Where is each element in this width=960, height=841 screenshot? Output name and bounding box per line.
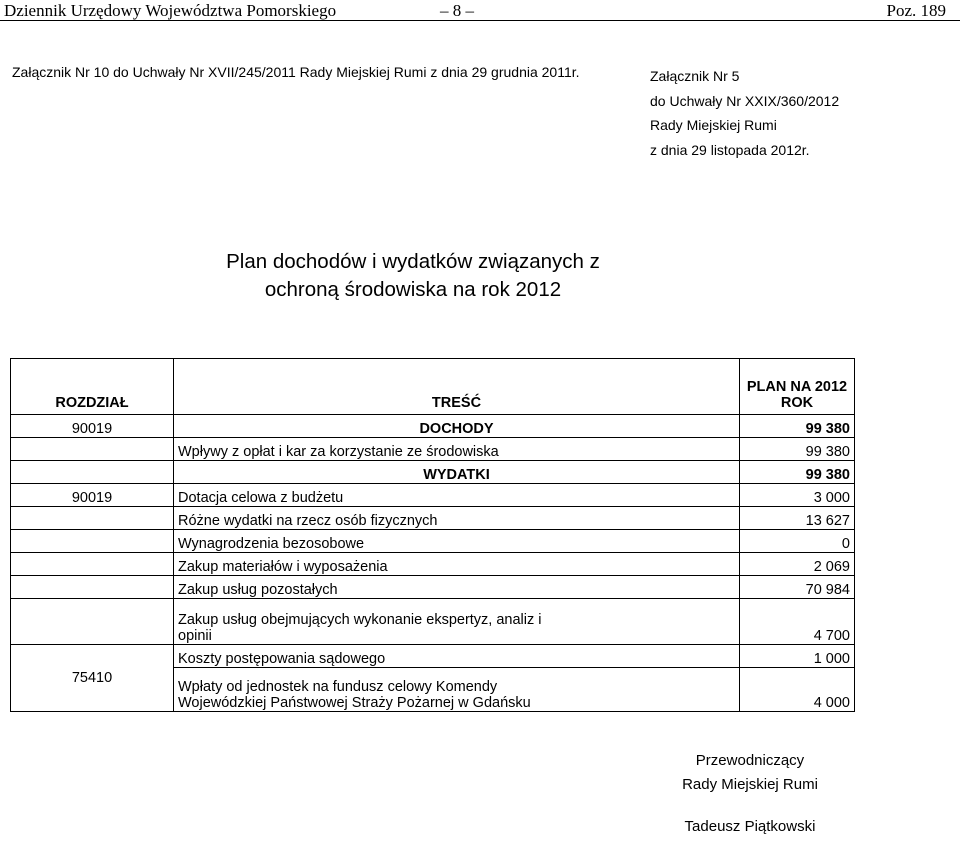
cell-tresc: Zakup usług pozostałych (174, 576, 740, 599)
signature-role-line-1: Przewodniczący (695, 752, 805, 769)
annex-note-left: Załącznik Nr 10 do Uchwały Nr XVII/245/2011 Rady Miejskiej Rumi z dnia 29 grudnia 2011r. (12, 64, 580, 80)
annex-line: Załącznik Nr 5 (650, 68, 740, 84)
cell-tresc-line: Wojewódzkiej Państwowej Straży Pożarnej w Gdańsku (178, 695, 531, 711)
cell-tresc-line: Wpłaty od jednostek na fundusz celowy Komendy (178, 679, 498, 695)
page-number: – 8 – (440, 1, 474, 20)
journal-title: Dziennik Urzędowy Województwa Pomorskiego (4, 1, 337, 20)
cell-tresc: WYDATKI (174, 461, 740, 484)
cell-rozdzial (11, 576, 174, 599)
cell-tresc: DOCHODY (174, 415, 740, 438)
cell-tresc: Wynagrodzenia bezosobowe (174, 530, 740, 553)
cell-rozdzial (11, 438, 174, 461)
table-row (11, 438, 855, 461)
annex-line: do Uchwały Nr XXIX/360/2012 (650, 92, 840, 109)
table-row (11, 415, 855, 438)
header-tresc: TREŚĆ (174, 359, 740, 415)
cell-plan: 13 627 (740, 507, 855, 530)
cell-plan: 3 000 (740, 484, 855, 507)
cell-rozdzial: 90019 (11, 415, 174, 438)
cell-tresc (174, 599, 740, 645)
cell-plan: 1 000 (740, 645, 855, 668)
cell-plan: 99 380 (740, 415, 855, 438)
title-line-1: Plan dochodów i wydatków związanych z (226, 250, 600, 273)
cell-tresc-line: opinii (178, 628, 212, 644)
cell-tresc: Zakup materiałów i wyposażenia (174, 553, 740, 576)
cell-rozdzial (11, 461, 174, 484)
cell-rozdzial (11, 530, 174, 553)
cell-rozdzial: 90019 (11, 484, 174, 507)
cell-tresc: Różne wydatki na rzecz osób fizycznych (174, 507, 740, 530)
header-plan: PLAN NA 2012 ROK (740, 359, 855, 415)
cell-tresc-line: Zakup usług obejmujących wykonanie ekspertyz, analiz i (178, 612, 542, 628)
position-number: Poz. 189 (886, 1, 946, 20)
table-row (11, 530, 855, 553)
cell-tresc: Koszty postępowania sądowego (174, 645, 740, 668)
cell-plan: 70 984 (740, 576, 855, 599)
table-header-row (11, 359, 855, 415)
annex-line: z dnia 29 listopada 2012r. (650, 141, 810, 158)
cell-plan: 0 (740, 530, 855, 553)
table-row (11, 645, 855, 668)
cell-rozdzial: 75410 (11, 645, 174, 712)
table-row (11, 461, 855, 484)
cell-plan: 99 380 (740, 438, 855, 461)
table-row (11, 576, 855, 599)
table-row (11, 599, 855, 645)
table-row (11, 507, 855, 530)
header-rozdzial: ROZDZIAŁ (11, 359, 174, 415)
cell-tresc: Wpływy z opłat i kar za korzystanie ze środowiska (174, 438, 740, 461)
signature-name: Tadeusz Piątkowski (684, 818, 816, 835)
signature-role-line-2: Rady Miejskiej Rumi (682, 776, 818, 793)
annex-line: Rady Miejskiej Rumi (650, 117, 777, 133)
cell-tresc (174, 668, 740, 712)
cell-plan: 2 069 (740, 553, 855, 576)
cell-plan: 4 700 (740, 599, 855, 645)
table-row (11, 553, 855, 576)
table-row (11, 484, 855, 507)
cell-rozdzial (11, 553, 174, 576)
annex-note-right (650, 64, 839, 162)
cell-plan: 4 000 (740, 668, 855, 712)
cell-rozdzial (11, 599, 174, 645)
page-header (0, 0, 960, 21)
cell-plan: 99 380 (740, 461, 855, 484)
document-title (0, 248, 826, 304)
cell-rozdzial (11, 507, 174, 530)
title-line-2: ochroną środowiska na rok 2012 (264, 278, 562, 301)
budget-table (10, 358, 855, 712)
cell-tresc: Dotacja celowa z budżetu (174, 484, 740, 507)
